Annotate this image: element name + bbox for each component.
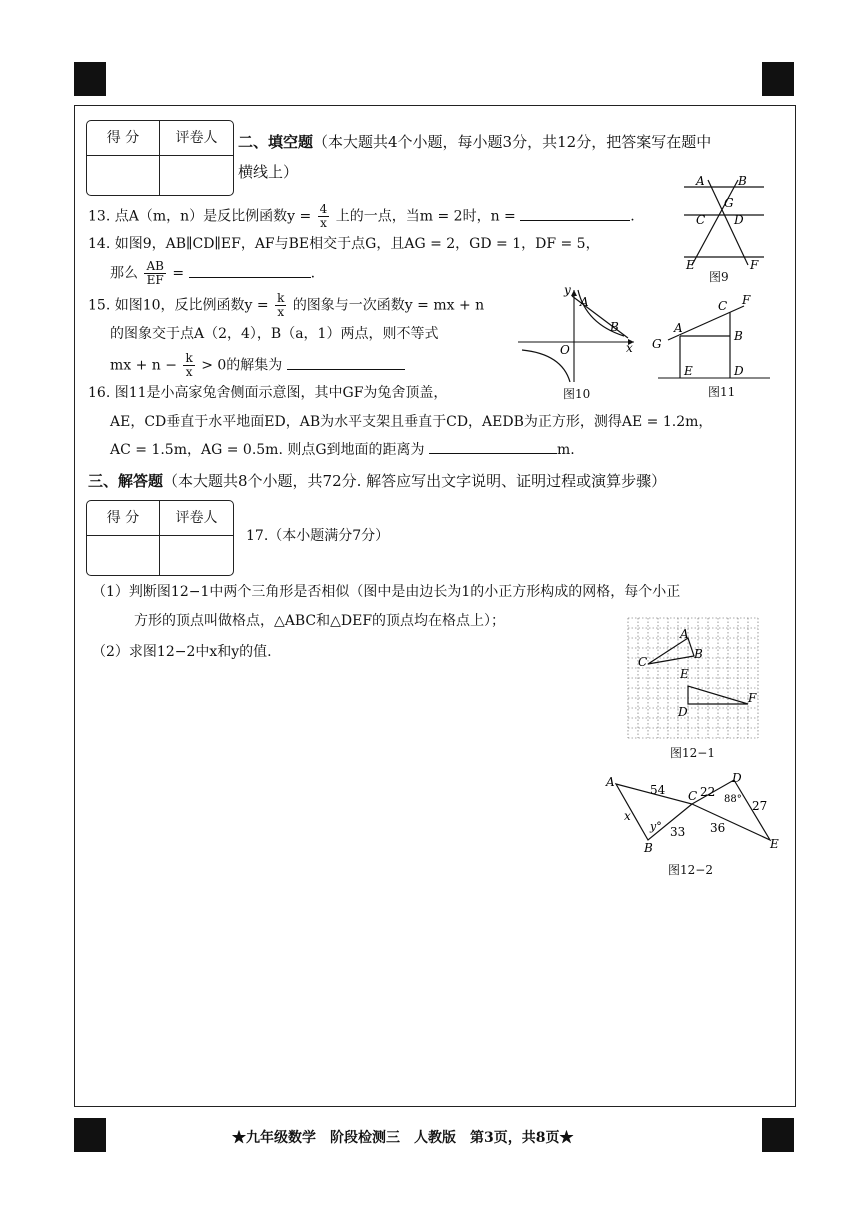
- fig10-label-a: A: [580, 295, 589, 309]
- fig11-label-b: B: [734, 329, 743, 343]
- answer-blank-14[interactable]: [189, 277, 311, 278]
- fig9-label-a: A: [696, 174, 705, 188]
- fig11-label-a: A: [674, 321, 683, 335]
- question-16-line3: AC = 1.5m，AG = 0.5m. 则点G到地面的距离为 m.: [110, 442, 575, 458]
- grader-label: 评卷人: [175, 510, 218, 526]
- fraction-4-over-x: $\frac{4}{x}$: [319, 202, 328, 230]
- question-17-part2: （2）求图12−2中x和y的值.: [92, 644, 272, 660]
- fig12-2-angle-88: 88°: [724, 794, 742, 805]
- fig10-label-y: y: [564, 284, 571, 297]
- fig12-2-length-33: 33: [670, 825, 686, 839]
- question-17-part1-line1: （1）判断图12−1中两个三角形是否相似（图中是由边长为1的小正方形构成的网格，每个小正: [92, 584, 681, 600]
- figure-11: [648, 292, 772, 384]
- fig12-2-label-c: C: [688, 789, 698, 803]
- registration-mark-top-left: [74, 62, 106, 96]
- section2-title: [238, 132, 711, 152]
- registration-mark-bottom-right: [762, 1118, 794, 1152]
- fig10-label-o: O: [560, 343, 570, 357]
- question-15-line1: 15. 如图10，反比例函数y = $\frac{k}{x}$ 的图象与一次函数y = mx + n: [88, 291, 485, 319]
- score-label: 得 分: [106, 130, 140, 146]
- section3-score-box: [86, 500, 234, 576]
- section3-title: [88, 471, 666, 491]
- figure-12-1-caption: 图12−1: [670, 746, 715, 760]
- fig12-2-label-a: A: [606, 775, 615, 789]
- answer-blank-13[interactable]: [520, 220, 630, 221]
- section3-intro: （本大题共8个小题，共72分. 解答应写出文字说明、证明过程或演算步骤）: [163, 472, 667, 490]
- fraction-ab-over-ef: $\frac{AB}{EF}$: [146, 259, 164, 287]
- grader-label: 评卷人: [175, 130, 218, 146]
- figure-12-2-caption: 图12−2: [668, 863, 713, 877]
- figure-9-caption: 图9: [709, 270, 729, 284]
- question-14-line2: 那么 $\frac{AB}{EF}$ = .: [110, 259, 316, 287]
- fig12-2-label-e: E: [770, 837, 779, 851]
- fig9-label-f: F: [750, 258, 759, 272]
- figure-12-1: [624, 616, 760, 742]
- figure-10-caption: 图10: [563, 387, 591, 401]
- fig12-1-label-f: F: [748, 691, 757, 705]
- fig12-2-length-54: 54: [650, 783, 666, 797]
- fraction-k-over-x-2: $\frac{k}{x}$: [185, 351, 193, 379]
- fig12-2-length-22: 22: [700, 785, 716, 799]
- fig12-1-label-d: D: [678, 705, 688, 719]
- section2-intro-2: 横线上）: [238, 163, 299, 181]
- question-16-line1: 16. 图11是小高家兔舍侧面示意图，其中GF为兔舍顶盖，: [88, 385, 448, 401]
- question-16-line2: AE，CD垂直于水平地面ED，AB为水平支架且垂直于CD，AEDB为正方形，测得AE = 1.2m，: [110, 414, 713, 430]
- fig12-2-label-b: B: [644, 841, 653, 855]
- answer-blank-16[interactable]: [429, 453, 557, 454]
- fig12-1-label-e: E: [680, 667, 689, 681]
- fig12-1-label-c: C: [638, 655, 648, 669]
- section2-intro-1: （本大题共4个小题，每小题3分，共12分，把答案写在题中: [313, 133, 712, 151]
- fig11-label-c: C: [718, 299, 728, 313]
- question-15-line3: mx + n − $\frac{k}{x}$ > 0的解集为: [110, 352, 405, 379]
- question-13: 13. 点A（m，n）是反比例函数y = $\frac{4}{x}$ 上的一点，当m = 2时，n = .: [88, 202, 635, 230]
- fig9-label-g: G: [724, 196, 734, 210]
- registration-mark-bottom-left: [74, 1118, 106, 1152]
- fig11-label-g: G: [652, 337, 662, 351]
- question-17-title: 17.（本小题满分7分）: [246, 528, 390, 544]
- fig11-label-f: F: [742, 293, 751, 307]
- figure-9: [672, 172, 772, 272]
- fig9-label-d: D: [734, 213, 744, 227]
- registration-mark-top-right: [762, 62, 794, 96]
- fig10-label-b: B: [610, 320, 619, 334]
- fraction-k-over-x: $\frac{k}{x}$: [277, 291, 285, 319]
- fig9-label-c: C: [696, 213, 706, 227]
- fig9-label-b: B: [738, 174, 747, 188]
- fig12-1-label-a: A: [680, 627, 689, 641]
- section2-heading: 二、填空题: [238, 133, 314, 151]
- score-label: 得 分: [106, 510, 140, 526]
- fig12-2-label-x: x: [624, 809, 631, 823]
- fig11-label-d: D: [734, 364, 744, 378]
- figure-11-caption: 图11: [708, 385, 736, 399]
- answer-blank-15[interactable]: [287, 369, 405, 370]
- page-footer: ★九年级数学 阶段检测三 人教版 第3页，共8页★: [232, 1130, 574, 1146]
- fig12-2-length-36: 36: [710, 821, 726, 835]
- fig11-label-e: E: [684, 364, 693, 378]
- fig12-1-label-b: B: [694, 647, 703, 661]
- figure-10: [516, 284, 640, 384]
- fig12-2-label-d: D: [732, 771, 742, 785]
- question-17-part1-line2: 方形的顶点叫做格点，△ABC和△DEF的顶点均在格点上）；: [134, 613, 506, 629]
- section3-heading: 三、解答题: [88, 472, 164, 490]
- fig12-2-label-y: y°: [650, 820, 662, 833]
- question-14-line1: 14. 如图9，AB∥CD∥EF，AF与BE相交于点G，且AG = 2，GD = 1，DF = 5，: [88, 236, 600, 252]
- question-15-line2: 的图象交于点A（2，4），B（a，1）两点，则不等式: [110, 326, 439, 342]
- fig12-2-length-27: 27: [752, 799, 768, 813]
- figure-12-2: [604, 770, 784, 856]
- section2-score-box: [86, 120, 234, 196]
- fig10-label-x: x: [626, 341, 633, 355]
- fig9-label-e: E: [686, 258, 695, 272]
